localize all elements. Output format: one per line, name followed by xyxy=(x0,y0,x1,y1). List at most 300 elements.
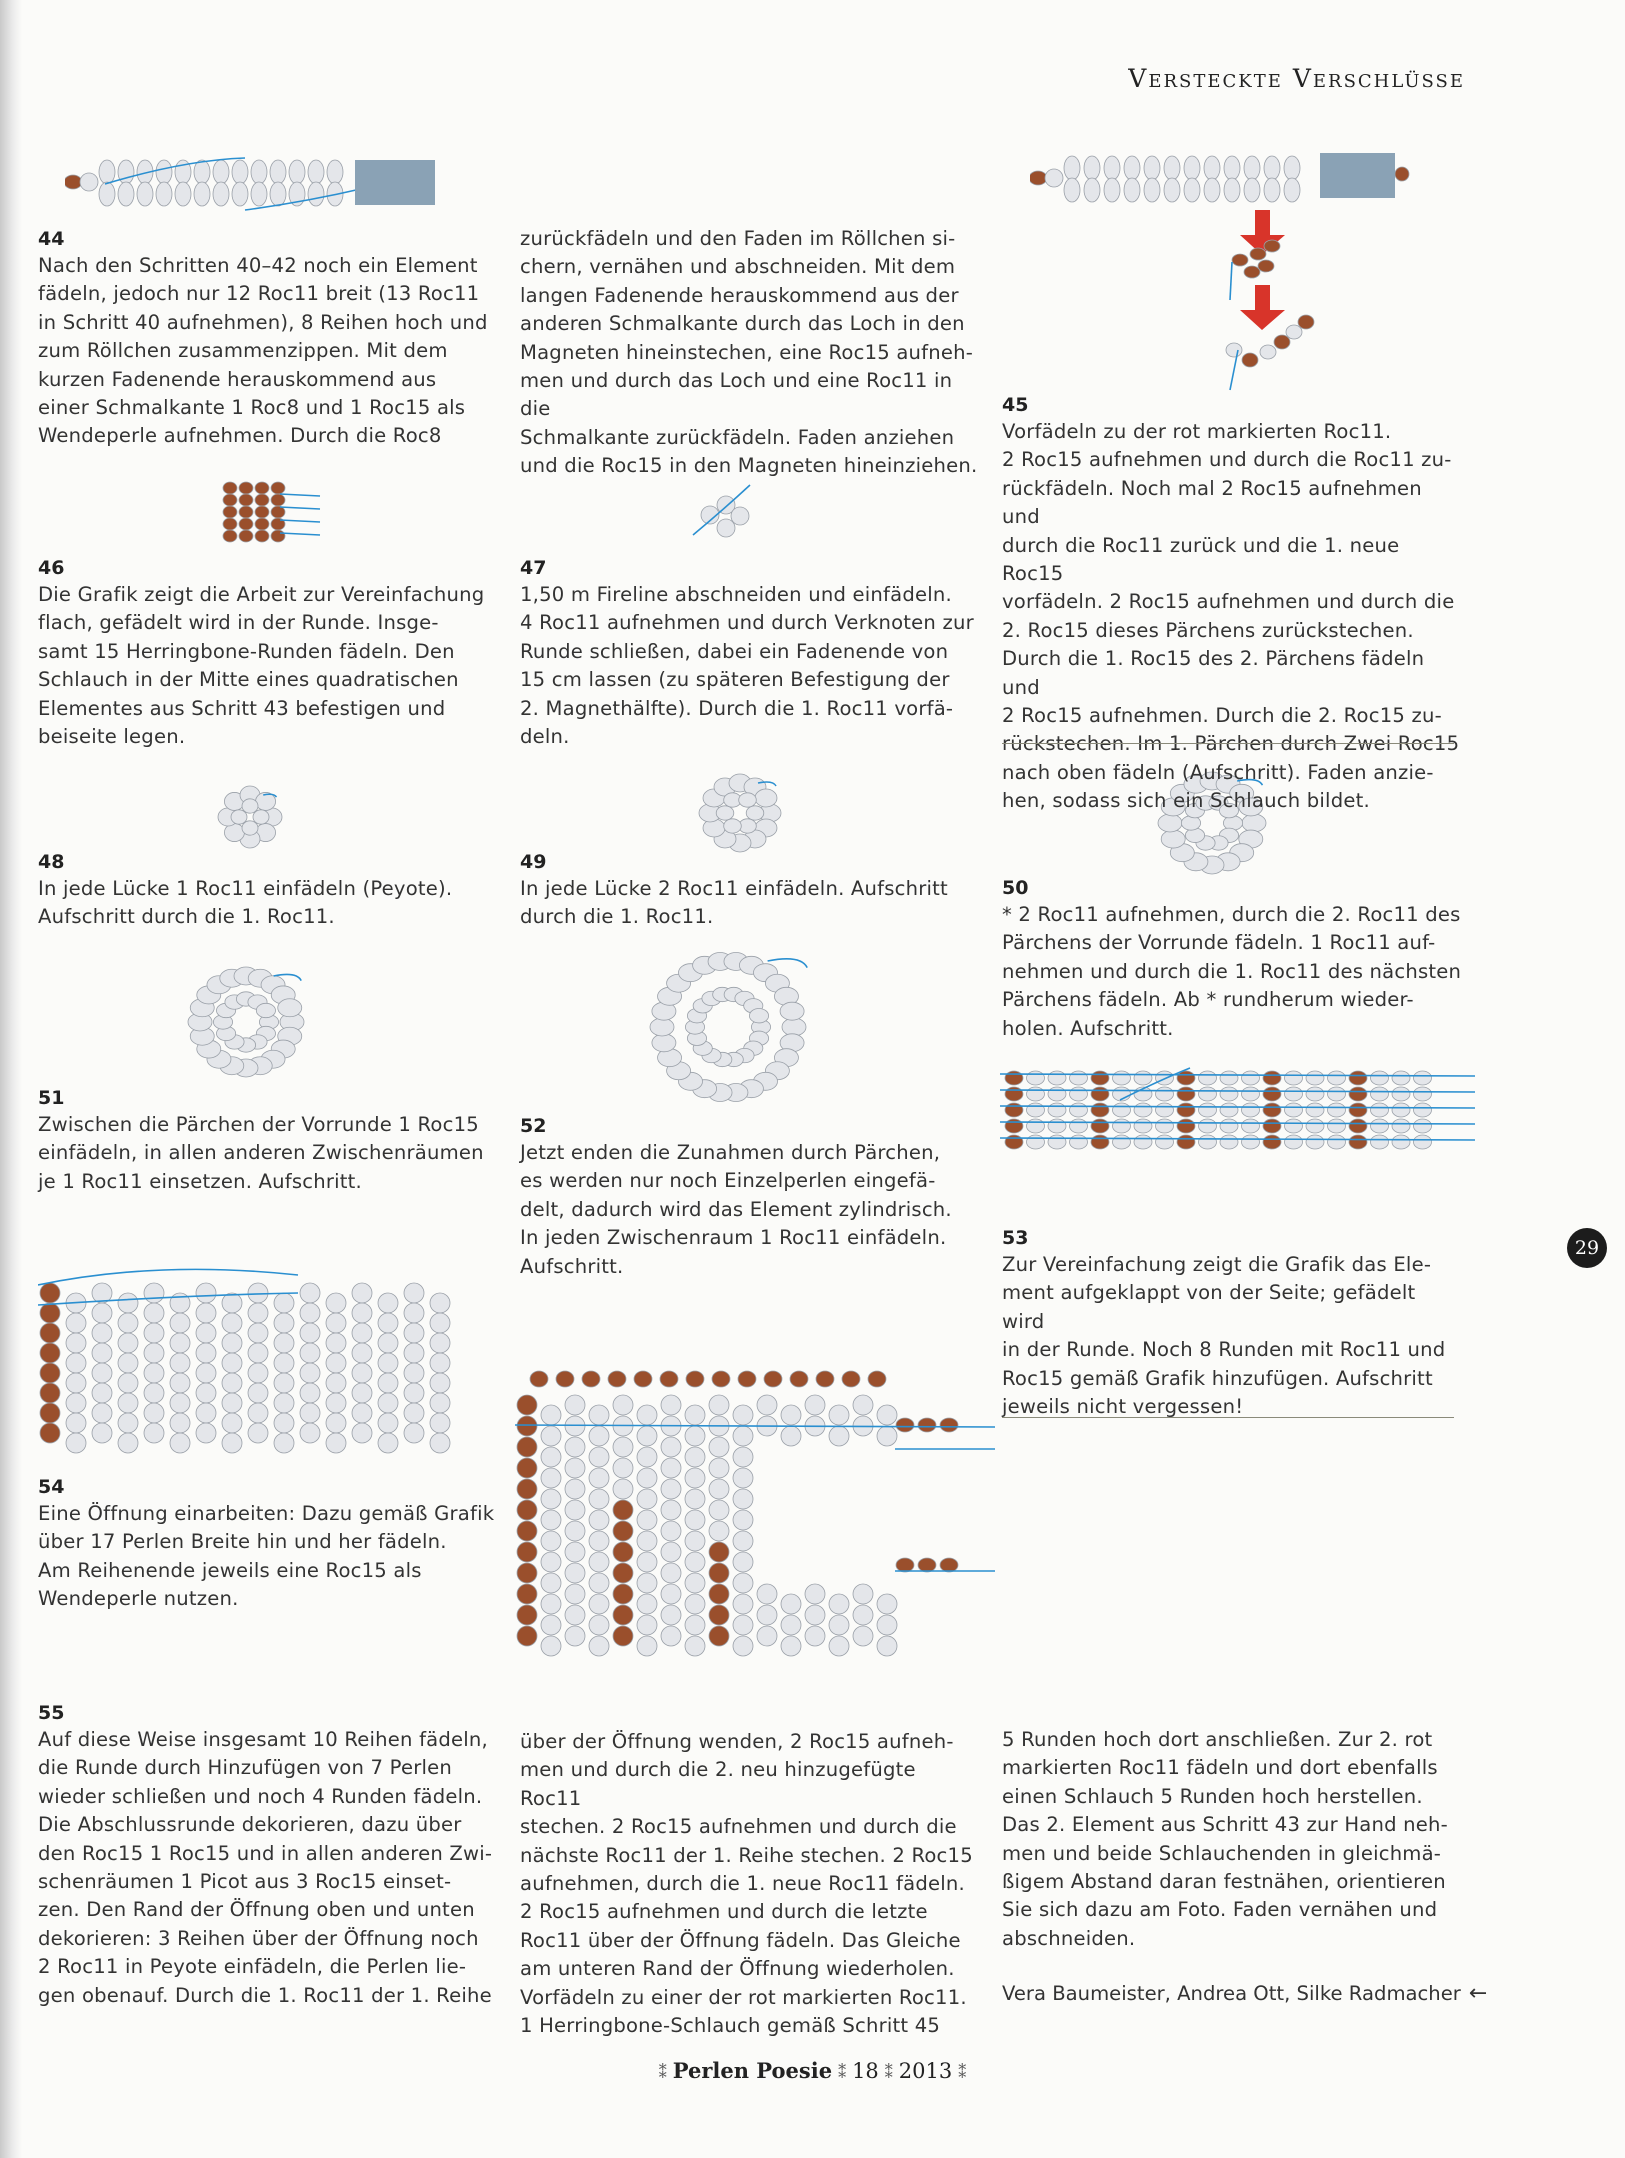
bead xyxy=(733,1615,753,1635)
step-47 xyxy=(520,557,980,751)
bead xyxy=(565,1521,585,1541)
figure-47 xyxy=(688,480,758,550)
figure-51 xyxy=(180,960,315,1085)
bead xyxy=(118,1433,138,1453)
bead xyxy=(709,1458,729,1478)
bead xyxy=(300,1303,320,1323)
bead xyxy=(66,1333,86,1353)
bead xyxy=(40,1363,60,1383)
bead xyxy=(232,160,248,184)
bead xyxy=(66,1433,86,1453)
bead xyxy=(541,1510,561,1530)
bead xyxy=(66,1393,86,1413)
bead xyxy=(589,1489,609,1509)
bead xyxy=(717,519,735,537)
bead xyxy=(517,1395,537,1415)
bead xyxy=(517,1605,537,1625)
bead xyxy=(1070,1135,1088,1149)
step-number: 44 xyxy=(38,228,65,250)
bead xyxy=(1264,156,1280,180)
bead xyxy=(352,1403,372,1423)
bead xyxy=(829,1426,849,1446)
bead xyxy=(1048,1071,1066,1085)
bead xyxy=(1285,1119,1303,1133)
bead xyxy=(430,1353,450,1373)
bead xyxy=(637,1594,657,1614)
bead xyxy=(300,1283,320,1303)
bead xyxy=(738,1371,756,1387)
bead xyxy=(118,1353,138,1373)
thread-line xyxy=(280,507,320,509)
bead xyxy=(637,1573,657,1593)
bead xyxy=(196,1283,216,1303)
bead xyxy=(300,1343,320,1363)
bead xyxy=(1070,1087,1088,1101)
step-46 xyxy=(38,557,498,751)
bead xyxy=(1392,1103,1410,1117)
bead xyxy=(716,806,734,820)
bead xyxy=(404,1323,424,1343)
step-number: 54 xyxy=(38,1476,65,1498)
bead xyxy=(242,799,258,813)
bead xyxy=(541,1615,561,1635)
bead xyxy=(805,1626,825,1646)
bead xyxy=(274,1393,294,1413)
bead xyxy=(222,1373,242,1393)
bead xyxy=(1264,178,1280,202)
figure-46 xyxy=(220,480,330,555)
bead xyxy=(248,1423,268,1443)
bead xyxy=(517,1542,537,1562)
bead xyxy=(278,999,302,1017)
bead xyxy=(239,518,253,530)
bead xyxy=(144,1343,164,1363)
bead xyxy=(239,494,253,506)
bead xyxy=(378,1393,398,1413)
bead xyxy=(404,1423,424,1443)
bead xyxy=(274,1313,294,1333)
bead xyxy=(239,530,253,542)
bead xyxy=(637,1426,657,1446)
bead xyxy=(248,1403,268,1423)
step-text: In jede Lücke 1 Roc11 einfädeln (Peyote). Aufschritt durch die 1. Roc11. xyxy=(38,877,453,929)
bead xyxy=(1285,1135,1303,1149)
bead xyxy=(65,175,82,189)
bead xyxy=(853,1626,873,1646)
bead xyxy=(1113,1103,1131,1117)
bead xyxy=(1005,1071,1023,1085)
bead xyxy=(1242,1087,1260,1101)
bead xyxy=(1084,178,1100,202)
bead xyxy=(661,1458,681,1478)
bead xyxy=(196,1363,216,1383)
bead xyxy=(1306,1087,1324,1101)
bead xyxy=(589,1405,609,1425)
bead xyxy=(352,1363,372,1383)
bead xyxy=(92,1363,112,1383)
bead xyxy=(565,1500,585,1520)
bead xyxy=(1263,1103,1281,1117)
bead xyxy=(685,1531,705,1551)
bead xyxy=(877,1594,897,1614)
bead xyxy=(853,1395,873,1415)
bead xyxy=(661,1563,681,1583)
step-text: Auf diese Weise insgesamt 10 Reihen fädeln, die Runde durch Hinzufügen von 7 Perlen wieder schließen und noch 4 Runden fädeln. Die Abschlussrunde dekorieren, dazu über den Roc15 1 Roc15 und in allen anderen Zwi- schenräumen 1 Picot aus 3 Roc15 einset- zen. Den Rand der Öffnung oben und unten dekorieren: 3 Reihen über der Öffnung noch 2 Roc11 in Peyote einfädeln, die Perlen lie- gen obenauf. Durch die 1. Roc11 der 1. Reihe xyxy=(38,1728,493,2007)
bead xyxy=(1414,1087,1432,1101)
bead xyxy=(661,1500,681,1520)
bead xyxy=(352,1383,372,1403)
bead xyxy=(1164,156,1180,180)
step-text: Die Grafik zeigt die Arbeit zur Vereinfachung flach, gefädelt wird in der Runde. Insge- samt 15 Herringbone-Runden fädeln. Den Schlauch in der Mitte eines quadratischen Elementes aus Schritt 43 befestigen und beiseite legen. xyxy=(38,583,485,749)
bead xyxy=(1070,1103,1088,1117)
bead xyxy=(781,1426,801,1446)
bead xyxy=(613,1479,633,1499)
ornament-icon: ⁑ xyxy=(838,2063,847,2082)
bead xyxy=(1414,1135,1432,1149)
bead xyxy=(430,1333,450,1353)
step-text: Zur Vereinfachung zeigt die Grafik das Ele- ment aufgeklappt von der Seite; gefädelt wird in der Runde. Noch 8 Runden mit Roc11 und Roc15 gemäß Grafik hinzufügen. Aufschritt jeweils nicht vergessen! xyxy=(1002,1253,1446,1419)
bead xyxy=(430,1393,450,1413)
bead xyxy=(308,160,324,184)
bead xyxy=(1048,1119,1066,1133)
bead xyxy=(326,1353,346,1373)
bead xyxy=(1232,254,1248,266)
page-gutter xyxy=(0,0,22,2158)
bead xyxy=(589,1573,609,1593)
bead xyxy=(196,1303,216,1323)
bead xyxy=(565,1479,585,1499)
bead xyxy=(733,1468,753,1488)
bead xyxy=(137,182,153,206)
bead xyxy=(196,1403,216,1423)
bead xyxy=(781,1636,801,1656)
bead xyxy=(1371,1071,1389,1085)
bead xyxy=(685,1447,705,1467)
bead xyxy=(661,1437,681,1457)
bead xyxy=(877,1636,897,1656)
bead xyxy=(1104,178,1120,202)
bead xyxy=(565,1626,585,1646)
bead xyxy=(613,1500,633,1520)
bead xyxy=(255,482,269,494)
bead xyxy=(1244,178,1260,202)
bead xyxy=(118,1413,138,1433)
bead xyxy=(1027,1135,1045,1149)
bead xyxy=(634,1371,652,1387)
bead xyxy=(170,1413,190,1433)
bead xyxy=(300,1423,320,1443)
bead xyxy=(1260,345,1276,359)
step-49 xyxy=(520,851,980,932)
bead xyxy=(613,1437,633,1457)
bead xyxy=(1091,1087,1109,1101)
thread-line xyxy=(280,494,320,496)
bead xyxy=(565,1584,585,1604)
bead xyxy=(1134,1071,1152,1085)
bead xyxy=(118,1313,138,1333)
bead xyxy=(1027,1087,1045,1101)
bead xyxy=(430,1293,450,1313)
bead xyxy=(733,1405,753,1425)
bead xyxy=(144,1423,164,1443)
bead xyxy=(733,1489,753,1509)
bead xyxy=(1274,335,1290,349)
bead xyxy=(746,806,764,820)
bead xyxy=(1091,1135,1109,1149)
bead xyxy=(1414,1071,1432,1085)
bead xyxy=(709,1437,729,1457)
bead xyxy=(517,1479,537,1499)
bead xyxy=(1328,1087,1346,1101)
bead xyxy=(1144,178,1160,202)
divider-rule xyxy=(1002,1417,1454,1418)
bead xyxy=(709,1605,729,1625)
bead xyxy=(170,1433,190,1453)
figure-45b xyxy=(1210,210,1340,405)
bead xyxy=(805,1605,825,1625)
step-text: Jetzt enden die Zunahmen durch Pärchen, es werden nur noch Einzelperlen eingefä- delt, dadurch wird das Element zylindrisch. In jeden Zwischenraum 1 Roc11 einfädeln. Aufschritt. xyxy=(520,1141,952,1278)
bead xyxy=(589,1552,609,1572)
bead xyxy=(1091,1119,1109,1133)
bead xyxy=(733,1426,753,1446)
bead xyxy=(222,1313,242,1333)
bead xyxy=(404,1403,424,1423)
bead xyxy=(196,1423,216,1443)
step-50 xyxy=(1002,877,1462,1043)
bead xyxy=(1156,1103,1174,1117)
bead xyxy=(661,1395,681,1415)
bead xyxy=(1285,1087,1303,1101)
bead xyxy=(144,1383,164,1403)
bead xyxy=(1284,178,1300,202)
bead xyxy=(92,1423,112,1443)
bead xyxy=(1156,1119,1174,1133)
bead xyxy=(686,1371,704,1387)
bead xyxy=(1199,1087,1217,1101)
bead xyxy=(739,793,757,807)
figure-55 xyxy=(515,1365,995,1665)
bead xyxy=(404,1343,424,1363)
clasp-magnet xyxy=(1320,153,1395,198)
bead xyxy=(144,1403,164,1423)
bead xyxy=(326,1293,346,1313)
thread-line xyxy=(1230,262,1232,300)
bead xyxy=(517,1584,537,1604)
bead xyxy=(271,482,285,494)
bead xyxy=(589,1447,609,1467)
bead xyxy=(1084,156,1100,180)
bead xyxy=(378,1353,398,1373)
bead xyxy=(378,1413,398,1433)
bead xyxy=(709,1521,729,1541)
bead xyxy=(1199,1119,1217,1133)
bead xyxy=(781,1615,801,1635)
bead xyxy=(589,1615,609,1635)
bead xyxy=(541,1636,561,1656)
bead xyxy=(1250,248,1266,260)
bead xyxy=(589,1468,609,1488)
bead xyxy=(66,1373,86,1393)
bead xyxy=(92,1403,112,1423)
bead xyxy=(829,1615,849,1635)
step-number: 55 xyxy=(38,1702,65,1724)
bead xyxy=(565,1542,585,1562)
bead xyxy=(248,1303,268,1323)
bead xyxy=(1224,178,1240,202)
bead xyxy=(1371,1119,1389,1133)
bead xyxy=(326,1313,346,1333)
bead xyxy=(222,1333,242,1353)
bead xyxy=(1242,1103,1260,1117)
bead xyxy=(144,1363,164,1383)
bead xyxy=(170,1393,190,1413)
bead xyxy=(80,173,98,191)
bead xyxy=(1184,178,1200,202)
bead xyxy=(709,1542,729,1562)
step-number: 48 xyxy=(38,851,65,873)
bead xyxy=(1328,1103,1346,1117)
bead xyxy=(685,1489,705,1509)
bead xyxy=(541,1531,561,1551)
bead xyxy=(327,160,343,184)
bead xyxy=(196,1343,216,1363)
bead xyxy=(1113,1071,1131,1085)
bead xyxy=(1226,343,1242,357)
bead xyxy=(637,1405,657,1425)
bead xyxy=(1306,1135,1324,1149)
bead xyxy=(352,1323,372,1343)
bead xyxy=(685,1636,705,1656)
bead xyxy=(1177,1135,1195,1149)
bead xyxy=(733,1510,753,1530)
bead xyxy=(541,1573,561,1593)
bead xyxy=(565,1605,585,1625)
bead xyxy=(517,1521,537,1541)
step-54 xyxy=(38,1476,498,1614)
bead xyxy=(541,1468,561,1488)
bead xyxy=(805,1584,825,1604)
bead xyxy=(1134,1119,1152,1133)
bead xyxy=(790,1371,808,1387)
bead xyxy=(248,1323,268,1343)
bead xyxy=(556,1371,574,1387)
page-footer xyxy=(0,2058,1625,2083)
bead xyxy=(1199,1103,1217,1117)
bead xyxy=(194,160,210,184)
step-text: 5 Runden hoch dort anschließen. Zur 2. rot markierten Roc11 fädeln und dort ebenfalls einen Schlauch 5 Runden hoch herstellen. Das 2. Element aus Schritt 43 zur Hand neh- men und beide Schlauchenden in gleichmä- ßigem Abstand daran festnähen, orientieren Sie sich dazu am Foto. Faden vernähen und abschneiden. xyxy=(1002,1728,1448,1950)
bead xyxy=(1204,156,1220,180)
bead xyxy=(223,482,237,494)
bead xyxy=(1371,1087,1389,1101)
bead xyxy=(1048,1087,1066,1101)
bead xyxy=(1349,1071,1367,1085)
bead xyxy=(896,1418,914,1432)
bead xyxy=(378,1333,398,1353)
step-text: * 2 Roc11 aufnehmen, durch die 2. Roc11 des Pärchens der Vorrunde fädeln. 1 Roc11 auf- nehmen und durch die 1. Roc11 des nächsten Pärchens fädeln. Ab * rundherum wieder- holen. Aufschritt. xyxy=(1002,903,1462,1040)
bead xyxy=(733,1447,753,1467)
bead xyxy=(661,1542,681,1562)
bead xyxy=(1045,169,1063,187)
bead xyxy=(685,1594,705,1614)
bead xyxy=(877,1615,897,1635)
bead xyxy=(404,1363,424,1383)
figure-48 xyxy=(205,775,300,855)
bead xyxy=(274,1293,294,1313)
bead xyxy=(1220,1103,1238,1117)
bead xyxy=(517,1626,537,1646)
arrow-left-icon: ← xyxy=(1468,1981,1488,2006)
step-number: 50 xyxy=(1002,877,1029,899)
bead xyxy=(92,1383,112,1403)
bead xyxy=(274,1433,294,1453)
bead xyxy=(781,1405,801,1425)
bead xyxy=(1263,1071,1281,1085)
figure-45a xyxy=(1030,148,1410,218)
bead xyxy=(1091,1103,1109,1117)
bead xyxy=(1144,156,1160,180)
bead xyxy=(541,1594,561,1614)
bead xyxy=(1285,1103,1303,1117)
step-number: 51 xyxy=(38,1087,65,1109)
bead xyxy=(99,160,115,184)
bead xyxy=(589,1531,609,1551)
bead xyxy=(757,1626,777,1646)
bead xyxy=(1134,1135,1152,1149)
author-credit xyxy=(1002,1981,1487,2006)
bead xyxy=(274,1333,294,1353)
bead xyxy=(40,1343,60,1363)
bead xyxy=(757,1584,777,1604)
bead xyxy=(378,1313,398,1333)
bead xyxy=(589,1594,609,1614)
bead xyxy=(255,530,269,542)
step-text: In jede Lücke 2 Roc11 einfädeln. Aufschritt durch die 1. Roc11. xyxy=(520,877,948,929)
bead xyxy=(170,1353,190,1373)
step-55-end xyxy=(1002,1726,1462,1953)
bead xyxy=(613,1605,633,1625)
bead xyxy=(652,1034,676,1052)
bead xyxy=(1005,1135,1023,1149)
bead xyxy=(1244,156,1260,180)
bead xyxy=(1414,1103,1432,1117)
bead xyxy=(733,1531,753,1551)
bead xyxy=(1204,178,1220,202)
bead xyxy=(118,1333,138,1353)
bead xyxy=(731,507,749,525)
bead xyxy=(780,1002,804,1020)
bead xyxy=(223,506,237,518)
bead xyxy=(782,1018,806,1036)
bead xyxy=(352,1343,372,1363)
bead xyxy=(805,1395,825,1415)
bead xyxy=(637,1447,657,1467)
bead xyxy=(1392,1119,1410,1133)
bead xyxy=(170,1373,190,1393)
bead xyxy=(1177,1071,1195,1085)
bead xyxy=(530,1371,548,1387)
bead xyxy=(661,1605,681,1625)
bead xyxy=(248,1383,268,1403)
bead xyxy=(608,1371,626,1387)
bead xyxy=(517,1458,537,1478)
bead xyxy=(712,1371,730,1387)
bead xyxy=(1306,1071,1324,1085)
bead xyxy=(222,1393,242,1413)
bead xyxy=(222,1433,242,1453)
bead xyxy=(255,494,269,506)
bead xyxy=(66,1413,86,1433)
bead xyxy=(918,1558,936,1572)
